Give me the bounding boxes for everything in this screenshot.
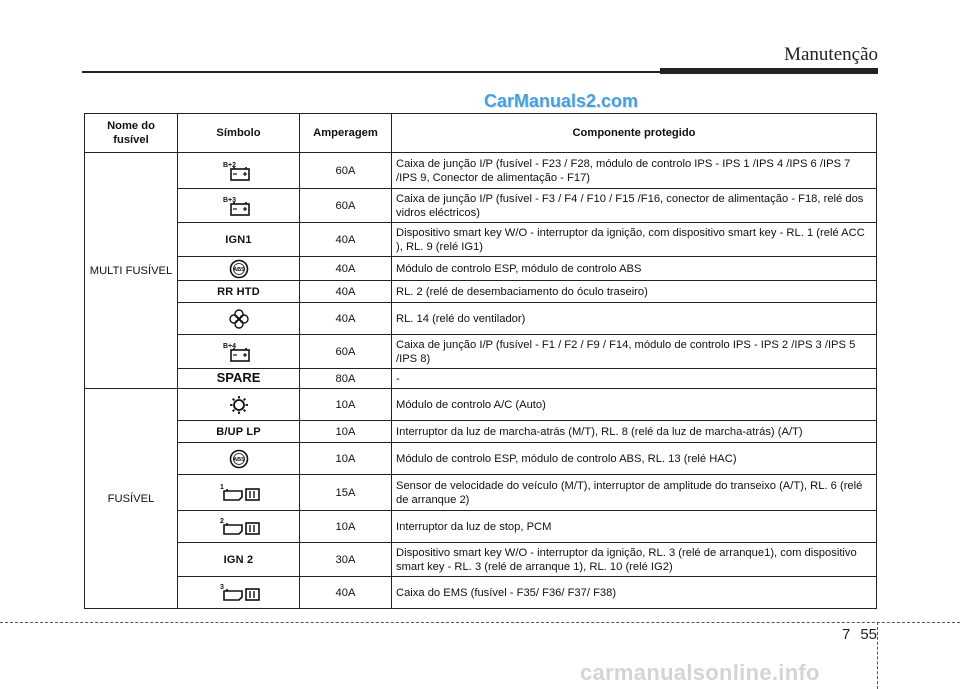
fuse-component: Caixa de junção I/P (fusível - F3 / F4 / F10 / F15 /F16, conector de alimentação - F18, relé dos vidros eléctricos) (392, 189, 877, 223)
page-number-value: 55 (860, 626, 878, 643)
fuse-symbol (178, 189, 300, 223)
watermark-bottom: carmanualsonline.info (580, 660, 820, 685)
fuse-symbol-text: B/UP LP (216, 425, 261, 438)
svg-text:ABS: ABS (232, 456, 245, 463)
fuse-amperage: 40A (300, 223, 392, 257)
fuse-amperage: 40A (300, 257, 392, 281)
fuse-amperage: 10A (300, 511, 392, 543)
fuse-symbol (178, 443, 300, 475)
fuse-symbol (178, 257, 300, 281)
fuse-component: Módulo de controlo ESP, módulo de controlo ABS (392, 257, 877, 281)
fuse-group-name: MULTI FUSÍVEL (85, 153, 178, 389)
header-rule (82, 71, 660, 73)
footer-divider-vertical (877, 622, 878, 689)
fuse-symbol-text: IGN1 (225, 233, 252, 246)
fuse-symbol (178, 543, 300, 577)
fuse-amperage: 60A (300, 335, 392, 369)
fuse-symbol (178, 475, 300, 511)
fuse-component: Dispositivo smart key W/O - interruptor da ignição, RL. 3 (relé de arranque1), com dispositivo smart key - RL. 3 (relé de arranque 1), RL. 10 (relé IG2) (392, 543, 877, 577)
svg-text:3: 3 (219, 583, 224, 591)
fuse-amperage: 60A (300, 189, 392, 223)
fuse-symbol (178, 369, 300, 389)
fuse-symbol (178, 153, 300, 189)
fuse-component: Módulo de controlo A/C (Auto) (392, 389, 877, 421)
svg-text:B+3: B+3 (222, 196, 236, 204)
table-row (85, 257, 877, 281)
fuse-amperage: 80A (300, 369, 392, 389)
fuse-component: - (392, 369, 877, 389)
fuse-symbol (178, 511, 300, 543)
battery-b2-icon (217, 160, 261, 182)
table-row (85, 303, 877, 335)
fuse-component: Caixa de junção I/P (fusível - F1 / F2 / F9 / F14, módulo de controlo IPS - IPS 2 /IPS 3 /IPS 5 /IPS 8) (392, 335, 877, 369)
svg-text:1: 1 (219, 483, 224, 491)
chapter-number: 7 (842, 626, 851, 643)
ac-sun-icon (217, 394, 261, 416)
fuse-component: Caixa de junção I/P (fusível - F23 / F28, módulo de controlo IPS - IPS 1 /IPS 4 /IPS 6 /IPS 7 /IPS 9, Conector de alimentação - F17) (392, 153, 877, 189)
fuse-group-name: FUSÍVEL (85, 389, 178, 609)
page-number (842, 626, 877, 643)
fuse-amperage: 40A (300, 303, 392, 335)
footer-divider (0, 622, 960, 623)
header-component: Componente protegido (392, 114, 877, 153)
fuse-amperage: 10A (300, 421, 392, 443)
fuse-symbol (178, 335, 300, 369)
abs-icon (217, 448, 261, 470)
table-row (85, 443, 877, 475)
table-row (85, 511, 877, 543)
table-row (85, 475, 877, 511)
svg-text:B+2: B+2 (222, 161, 236, 169)
header-rule-accent (660, 68, 878, 74)
table-row (85, 223, 877, 257)
svg-text:2: 2 (219, 517, 224, 525)
fan-icon (217, 308, 261, 330)
fuse-amperage: 10A (300, 389, 392, 421)
battery-b4-icon (217, 341, 261, 363)
fuse-component: RL. 14 (relé do ventilador) (392, 303, 877, 335)
header-name: Nome do fusível (85, 114, 178, 153)
svg-text:B+4: B+4 (222, 342, 236, 350)
table-row (85, 335, 877, 369)
table-row (85, 153, 877, 189)
fuse-symbol (178, 577, 300, 609)
page-title: Manutenção (784, 44, 878, 65)
engine-2-icon (217, 516, 261, 538)
header-amperage: Amperagem (300, 114, 392, 153)
table-row (85, 389, 877, 421)
table-row (85, 281, 877, 303)
fuse-symbol (178, 223, 300, 257)
fuse-amperage: 60A (300, 153, 392, 189)
fuse-symbol (178, 303, 300, 335)
fuse-component: Interruptor da luz de stop, PCM (392, 511, 877, 543)
fuse-amperage: 10A (300, 443, 392, 475)
fuse-component: Interruptor da luz de marcha-atrás (M/T), RL. 8 (relé da luz de marcha-atrás) (A/T) (392, 421, 877, 443)
fuse-symbol (178, 389, 300, 421)
fuse-amperage: 15A (300, 475, 392, 511)
abs-icon (217, 258, 261, 280)
fuse-component: Caixa do EMS (fusível - F35/ F36/ F37/ F38) (392, 577, 877, 609)
engine-1-icon (217, 482, 261, 504)
table-row (85, 189, 877, 223)
fuse-amperage: 30A (300, 543, 392, 577)
fuse-amperage: 40A (300, 281, 392, 303)
fuse-table (84, 113, 877, 609)
table-row (85, 369, 877, 389)
fuse-symbol-text: IGN 2 (223, 553, 254, 566)
header-symbol: Símbolo (178, 114, 300, 153)
fuse-symbol (178, 281, 300, 303)
fuse-symbol-text: RR HTD (217, 285, 260, 298)
battery-b3-icon (217, 195, 261, 217)
engine-3-icon (217, 582, 261, 604)
fuse-component: Sensor de velocidade do veículo (M/T), interruptor de amplitude do transeixo (A/T), RL. 6 (relé de arranque 2) (392, 475, 877, 511)
watermark-top: CarManuals2.com (484, 91, 639, 111)
fuse-component: RL. 2 (relé de desembaciamento do óculo traseiro) (392, 281, 877, 303)
svg-text:ABS: ABS (232, 266, 245, 273)
fuse-component: Dispositivo smart key W/O - interruptor da ignição, com dispositivo smart key - RL. 1 (relé ACC ), RL. 9 (relé IG1) (392, 223, 877, 257)
table-row (85, 543, 877, 577)
fuse-symbol-text: SPARE (216, 370, 261, 385)
table-row (85, 577, 877, 609)
fuse-symbol (178, 421, 300, 443)
fuse-amperage: 40A (300, 577, 392, 609)
table-row (85, 421, 877, 443)
fuse-component: Módulo de controlo ESP, módulo de controlo ABS, RL. 13 (relé HAC) (392, 443, 877, 475)
